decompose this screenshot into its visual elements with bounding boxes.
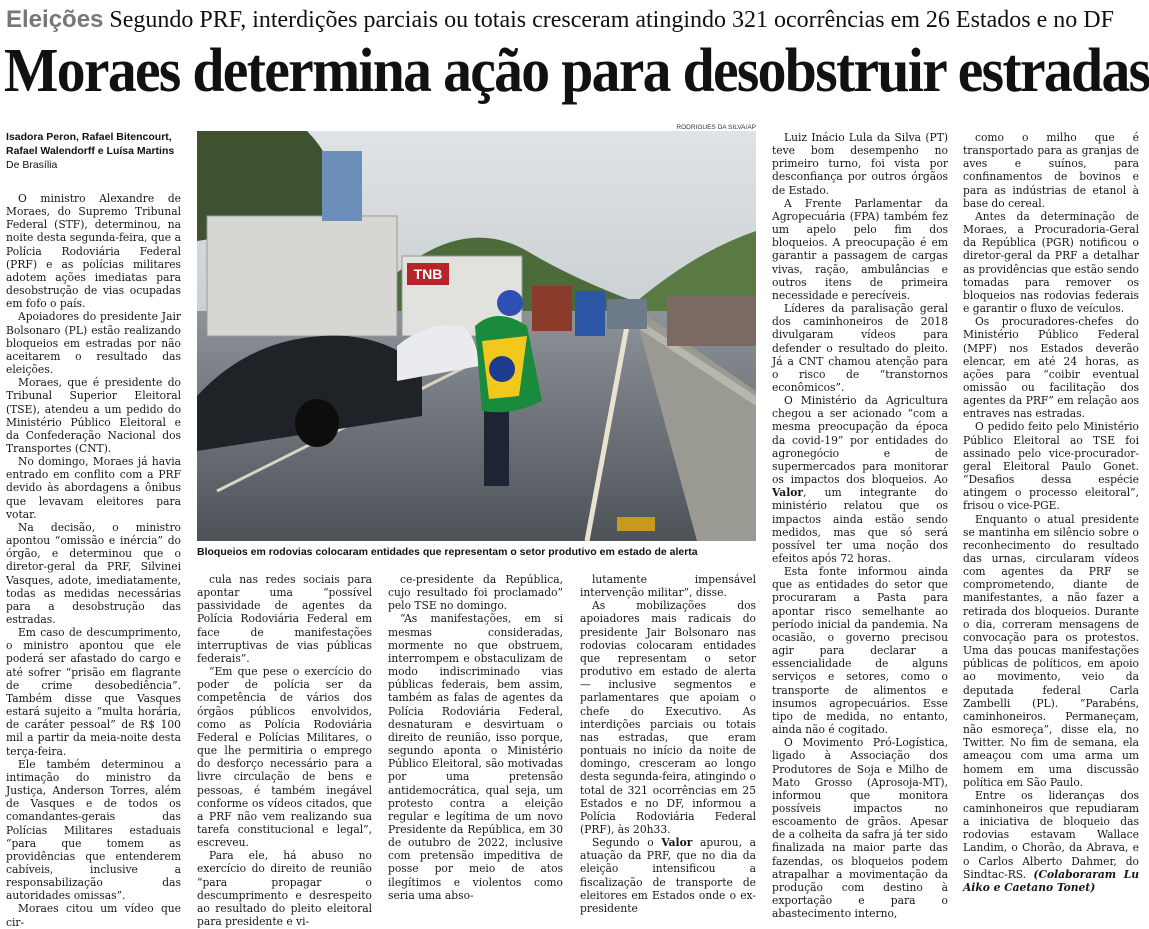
paragraph: Em caso de descumprimento, o ministro apontou que ele poderá ser afastado do cargo e até sofrer “prisão em flagrante de crime desobediência”. Também disse que Vasques estará sujeito a “multa horária, de caráter pessoal” de R$ 100 mil a partir da meia-noite desta terça-feira. bbox=[6, 626, 181, 758]
column-1 bbox=[6, 192, 181, 929]
column-5 bbox=[772, 131, 948, 921]
protester-flag-blue bbox=[489, 356, 515, 382]
byline-place: De Brasília bbox=[6, 159, 58, 171]
paragraph: O Movimento Pró-Logística, ligado à Associação dos Produtores de Soja e Milho de Mato Grosso (Aprosoja-MT), informou que monitora possíveis impactos no escoamento de grãos. Apesar de a colheita da safra já ter sido finalizada na maior parte das fazendas, os bloqueios podem atrapalhar a movimentação da produção com destino à exportação e para o abastecimento interno, bbox=[772, 736, 948, 921]
column-4 bbox=[580, 573, 757, 915]
paragraph: O pedido feito pelo Ministério Público Eleitoral ao TSE foi assinado pelo vice-procurador-geral Eleitoral Paulo Gonet. “Desafios dessa espécie atingem o processo eleitoral”, frisou o vice-PGE. bbox=[963, 420, 1139, 513]
paragraph: cula nas redes sociais para apontar uma “possível passividade de agentes da Polícia Rodoviária Federal em face de manifestações interruptivas de vias públicas federais”. bbox=[197, 573, 372, 665]
contributors-signoff: (Colaboraram Lu Aiko e Caetano Tonet) bbox=[963, 867, 1139, 894]
road-debris bbox=[617, 517, 655, 531]
trucks-far bbox=[607, 299, 647, 329]
protester-helmet bbox=[497, 290, 523, 316]
paragraph: No domingo, Moraes já havia entrado em conflito com a PRF devido às abordagens a ônibus que levavam eleitores para votar. bbox=[6, 455, 181, 521]
trucks-right-lane bbox=[667, 296, 756, 346]
paragraph: Líderes da paralisação geral dos caminhoneiros de 2018 divulgaram vídeos para defender o resultado do pleito. Já a CNT chamou atenção para o risco de “transtornos econômicos”. bbox=[772, 302, 948, 394]
paragraph: Entre os lideranças dos caminhoneiros que repudiaram a iniciativa de bloqueio das rodovias estavam Wallace Landim, o Chorão, da Abrava, e o Carlos Alberto Dahmer, do Sindtac-RS. (Colaboraram Lu Aiko e Caetano Tonet) bbox=[963, 788, 1139, 894]
column-2 bbox=[197, 573, 372, 929]
paragraph: Os procuradores-chefes do Ministério Público Federal (MPF) nos Estados deverão elencar, em até 24 horas, as ações para “coibir eventual omissão ou facilitação dos agentes da PRF” em relação aos entraves nas estradas. bbox=[963, 315, 1139, 421]
paragraph: Esta fonte informou ainda que as entidades do setor que procuraram a Pasta para apontar risco semelhante ao período inicial da pandemia. Na ocasião, o governo precisou agir para declarar a essencialidade de alguns serviços e setores, como o transporte de alimentos e insumos agropecuários. Esse tipo de medida, no entanto, ainda não é cogitado. bbox=[772, 565, 948, 737]
photo-credit: RODRIGUES DA SILVA/AP bbox=[676, 124, 756, 131]
paragraph: Na decisão, o ministro apontou “omissão e inércia” do órgão, e determinou que o diretor-geral da PRF, Silvinei Vasques, adote, imediatamente, todas as medidas necessárias para a desobstrução das estradas. bbox=[6, 520, 181, 626]
paragraph: O ministro Alexandre de Moraes, do Supremo Tribunal Federal (STF), determinou, na noite desta segunda-feira, que a Polícia Rodoviária Federal (PRF) e as polícias militares adotem ações imediatas para desobstrução de vias ocupadas em fofo o país. bbox=[6, 192, 181, 311]
black-car-wheel bbox=[295, 399, 339, 447]
paragraph: Moraes, que é presidente do Tribunal Superior Eleitoral (TSE), atendeu a um pedido do Ministério Público Eleitoral e da Confederação Nacional dos Transportes (CNT). bbox=[6, 376, 181, 455]
paragraph: A Frente Parlamentar da Agropecuária (FPA) também fez um apelo pelo fim dos bloqueios. A preocupação é em garantir a passagem de cargas vivas, ração, ambulâncias e outros itens de primeira necessidade e perecíveis. bbox=[772, 196, 948, 302]
truck-blue bbox=[575, 291, 605, 336]
paragraph: As mobilizações dos apoiadores mais radicais do presidente Jair Bolsonaro nas rodovias colocaram entidades que representam o setor produtivo em estado de alerta — inclusive segmentos e parlamentares que apoiam o chefe do Executivo. As interdições parciais ou totais nas estradas, que eram pontuais no início da noite de domingo, cresceram ao longo desta segunda-feira, atingindo o total de 321 ocorrências em 25 Estados e no DF, informou a Polícia Rodoviária Federal (PRF), às 20h33. bbox=[580, 599, 756, 836]
paragraph: Antes da determinação de Moraes, a Procuradoria-Geral da República (PGR) notificou o diretor-geral da PRF a detalhar as providências que estão sendo tomadas para remover os bloqueios nas rodovias federais e garantir o fluxo de veículos. bbox=[963, 209, 1139, 316]
paragraph: “Em que pese o exercício do poder de polícia ser da competência de vários dos órgãos públicos envolvidos, como as Polícia Rodoviária Federal e Polícias Militares, o que lhe permitiria o emprego do desforço necessário para a livre circulação de bens e pessoas, é também inegável conforme os vídeos citados, que a PRF não vem realizando sua tarefa constitucional e legal”, escreveu. bbox=[197, 665, 372, 850]
paragraph: “As manifestações, em si mesmas consideradas, mormente no que obstruem, interrompem e obstaculizam de modo indiscriminado vias públicas federais, bem assim, também as falas de agentes da Polícia Rodoviária Federal, desnaturam e desvirtuam o direito de reunião, isso porque, segundo aponta o Ministério Público Eleitoral, são motivadas por uma pretensão antidemocrática, qual seja, um protesto contra a eleição regular e legítima de um novo Presidente da República, em 30 de outubro de 2022, inclusive com pretensão impeditiva de posse por meio de atos ilegítimos e violentos como seria uma abso- bbox=[388, 612, 563, 902]
headline: Moraes determina ação para desobstruir estradas bbox=[4, 37, 1149, 105]
paragraph: Luiz Inácio Lula da Silva (PT) teve bom desempenho no primeiro turno, foi vista por desconfiança por outros órgãos de Estado. bbox=[772, 131, 948, 197]
highway-blockade-illustration bbox=[197, 131, 756, 541]
column-6 bbox=[963, 131, 1139, 904]
kicker-text: Segundo PRF, interdições parciais ou totais cresceram atingindo 321 ocorrências em 26 Estados e no DF bbox=[109, 7, 1114, 33]
paragraph: Para ele, há abuso no exercício do direito de reunião “para propagar o descumprimento e desrespeito ao resultado do pleito eleitoral para presidente e vi- bbox=[197, 849, 372, 929]
section-tag: Eleições bbox=[6, 6, 104, 33]
truck-trailer bbox=[207, 216, 397, 336]
truck-red bbox=[532, 286, 572, 331]
paragraph: lutamente impensável intervenção militar”, disse. bbox=[580, 573, 756, 600]
news-photo bbox=[197, 131, 756, 541]
byline-authors: Isadora Peron, Rafael Bitencourt, Rafael Walendorff e Luísa Martins bbox=[6, 131, 175, 157]
paragraph: Enquanto o atual presidente se mantinha em silêncio sobre o reconhecimento do resultado das urnas, circularam vídeos com agentes da PRF se comprometendo, diante de manifestantes, a não fazer a retirada dos bloqueios. Durante o dia, correram mensagens de convocação para os protestos. Uma das poucas manifestações públicas de políticos, em apoio ao movimento, veio da deputada federal Carla Zambelli (PL). “Parabéns, caminhoneiros. Permaneçam, não esmoreça”, disse ela, no Twitter. No fim de semana, ela ameaçou com uma arma um homem em uma discussão política em São Paulo. bbox=[963, 512, 1139, 789]
paragraph: O Ministério da Agricultura chegou a ser acionado “com a mesma preocupação da época da covid-19” por entidades do agronegócio e de supermercados para monitorar os impactos dos bloqueios. Ao Valor, um integrante do ministério relatou que os impactos ainda estão sendo medidos, mas que só será possível ter uma noção dos efeitos após 72 horas. bbox=[772, 394, 948, 565]
paragraph: Apoiadores do presidente Jair Bolsonaro (PL) estão realizando bloqueios em estradas por não aceitarem o resultado das eleições. bbox=[6, 310, 181, 377]
paragraph: Moraes citou um vídeo que cir- bbox=[6, 902, 181, 929]
paragraph: Ele também determinou a intimação do ministro da Justiça, Anderson Torres, além de Vasques e de todos os comandantes-gerais das Polícias Militares estaduais “para que tomem as providências que entenderem cabíveis, inclusive a responsabilização das autoridades omissas”. bbox=[6, 757, 181, 903]
paragraph: Segundo o Valor apurou, a atuação da PRF, que no dia da eleição intensificou a fiscalização de transporte de eleitores em Estados onde o ex-presidente bbox=[580, 836, 757, 915]
protester-legs bbox=[484, 411, 509, 486]
byline bbox=[6, 130, 191, 172]
paragraph: ce-presidente da República, cujo resultado foi proclamado” pelo TSE no domingo. bbox=[388, 573, 563, 613]
truck-logo: TNB bbox=[413, 266, 443, 282]
column-3 bbox=[388, 573, 563, 904]
billboard bbox=[322, 151, 362, 221]
kicker bbox=[6, 6, 1140, 34]
paragraph: como o milho que é transportado para as granjas de aves e suínos, para confinamentos de bovinos e para as indústrias de etanol à base do cereal. bbox=[963, 131, 1139, 210]
photo-caption: Bloqueios em rodovias colocaram entidades que representam o setor produtivo em estado de alerta bbox=[197, 546, 698, 558]
